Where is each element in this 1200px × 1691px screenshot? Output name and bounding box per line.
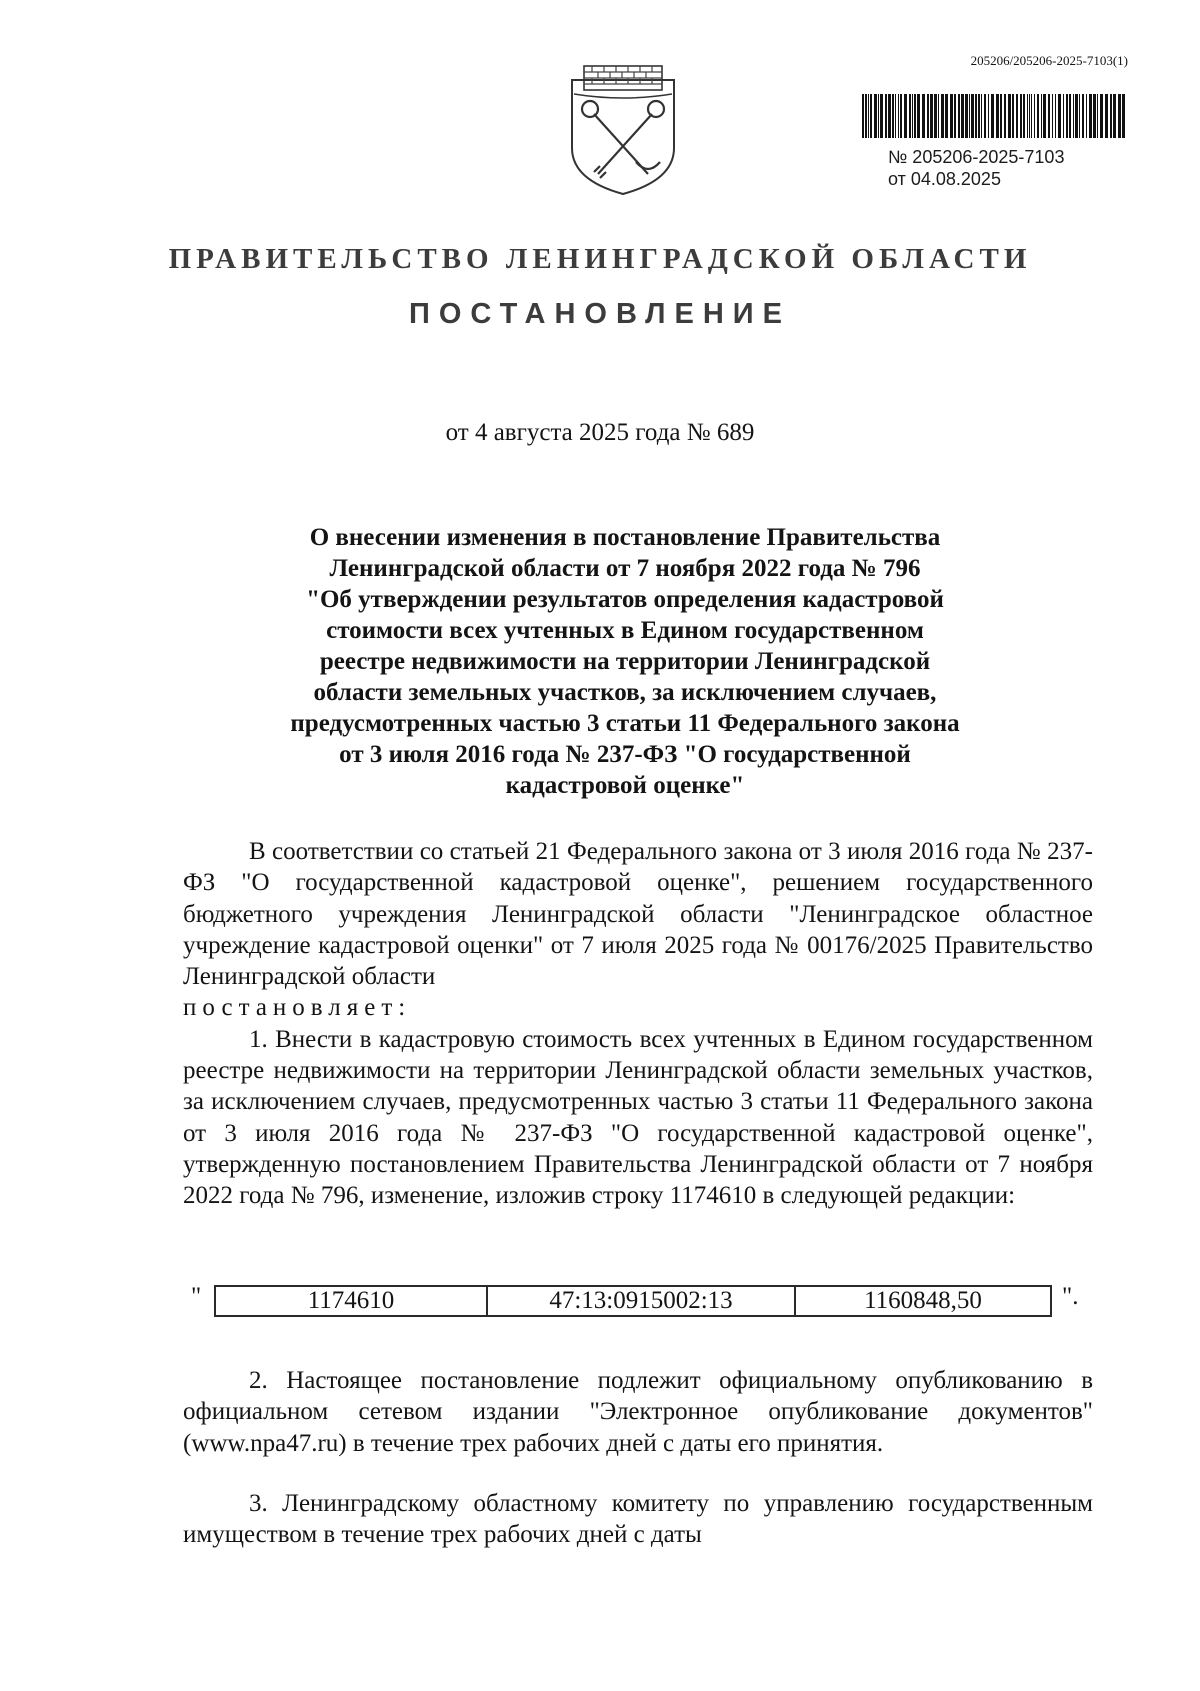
barcode-bar bbox=[922, 94, 925, 138]
title-line: Ленинградской области от 7 ноября 2022 года № 796 bbox=[329, 555, 921, 582]
clause-3 bbox=[183, 1488, 1093, 1551]
barcode-bar bbox=[1041, 94, 1042, 138]
barcode-bar bbox=[1089, 94, 1092, 138]
barcode-bar bbox=[1048, 94, 1050, 138]
barcode-bar bbox=[1029, 94, 1030, 138]
coat-of-arms-emblem bbox=[566, 62, 680, 198]
decree-body bbox=[183, 836, 1093, 1212]
barcode-bar bbox=[930, 94, 933, 138]
barcode-bar bbox=[900, 94, 902, 138]
barcode-bar bbox=[1105, 94, 1108, 138]
title-line: кадастровой оценке" bbox=[505, 772, 745, 799]
barcode-bar bbox=[950, 94, 953, 138]
barcode-bar bbox=[1012, 94, 1014, 138]
barcode-bar bbox=[969, 94, 970, 138]
barcode-bar bbox=[1069, 94, 1071, 138]
registration-stamp bbox=[888, 146, 1064, 190]
title-line: от 3 июля 2016 года № 237-ФЗ "О государственной bbox=[339, 741, 911, 768]
barcode-bar bbox=[965, 94, 968, 138]
title-line: "Об утверждении результатов определения кадастровой bbox=[306, 586, 944, 613]
barcode-bar bbox=[1073, 94, 1074, 138]
cadastral-number-cell: 47:13:0915002:13 bbox=[488, 1287, 796, 1315]
barcode-bar bbox=[971, 94, 974, 138]
barcode-bar bbox=[1020, 94, 1022, 138]
title-line: предусмотренных частью 3 статьи 11 Федерального закона bbox=[290, 710, 960, 737]
barcode-bar bbox=[1082, 94, 1084, 138]
barcode-bar bbox=[904, 94, 907, 138]
barcode-bar bbox=[1075, 94, 1078, 138]
title-line: реестре недвижимости на территории Ленинградской bbox=[319, 648, 931, 675]
document-type: ПОСТАНОВЛЕНИЕ bbox=[409, 298, 791, 330]
clause-1: 1. Внести в кадастровую стоимость всех учтенных в Едином государственном реестре недвижимости на территории Ленинградской области земельных участков, за исключением случаев, предусмотренных частью 3 статьи 11 Федерального закона от 3 июля 2016 года № 237-ФЗ "О государственной кадастровой оценке", утвержденную постановлением Правительства Ленинградской области от 7 ноября 2022 года № 796, изменение, изложив строку 1174610 в следующей редакции: bbox=[183, 1025, 1093, 1210]
barcode-bar bbox=[895, 94, 896, 138]
document-reference: 205206/205206-2025-7103(1) bbox=[970, 53, 1128, 68]
barcode-bar bbox=[917, 94, 920, 138]
barcode-bar bbox=[892, 94, 894, 138]
quote-close: ". bbox=[1062, 1283, 1079, 1310]
barcode-bar bbox=[1055, 94, 1056, 138]
barcode-bar bbox=[988, 94, 989, 138]
barcode-bar bbox=[927, 94, 929, 138]
barcode-bar bbox=[870, 94, 872, 138]
barcode-bar bbox=[1100, 94, 1103, 138]
barcode-bar bbox=[978, 94, 980, 138]
clause-2-text: 2. Настоящее постановление подлежит официальному опубликованию в официальном сетевом издании "Электронное опубликование документов" (www.npa47.ru) в течение трех рабочих дней с даты его принятия. bbox=[183, 1367, 1093, 1457]
barcode-bar bbox=[1058, 94, 1061, 138]
barcode-bar bbox=[961, 94, 964, 138]
barcode-bar bbox=[991, 94, 994, 138]
barcode-bar bbox=[1004, 94, 1006, 138]
barcode-bar bbox=[996, 94, 999, 138]
barcode-bar bbox=[909, 94, 911, 138]
preamble-paragraph: В соответствии со статьей 21 Федерального закона от 3 июля 2016 года № 237-ФЗ "О государственной кадастровой оценке", решением государственного бюджетного учреждения Ленинградской области "Ленинградское областное учреждение кадастровой оценки" от 7 июля 2025 года № 00176/2025 Правительство Ленинградской области bbox=[183, 838, 1093, 991]
quote-open: " bbox=[191, 1283, 202, 1310]
barcode-bar bbox=[1118, 94, 1121, 138]
barcode-bar bbox=[898, 94, 899, 138]
barcode-bar bbox=[1093, 94, 1096, 138]
decree-title bbox=[220, 522, 1030, 801]
title-line: области земельных участков, за исключением случаев, bbox=[313, 679, 937, 706]
cadastral-value-cell: 1160848,50 bbox=[864, 1287, 982, 1314]
barcode-bar bbox=[914, 94, 916, 138]
barcode-bar bbox=[1086, 94, 1087, 138]
barcode-bar bbox=[1110, 94, 1112, 138]
barcode-bar bbox=[1034, 94, 1035, 138]
barcode-bar bbox=[1079, 94, 1080, 138]
barcode-bar bbox=[1008, 94, 1011, 138]
barcode-bar bbox=[1016, 94, 1018, 138]
decree-date-number: от 4 августа 2025 года № 689 bbox=[445, 419, 755, 446]
barcode-bar bbox=[945, 94, 948, 138]
barcode-bar bbox=[984, 94, 986, 138]
barcode-bar bbox=[865, 94, 867, 138]
barcode-bar bbox=[1113, 94, 1116, 138]
barcode-bar bbox=[941, 94, 944, 138]
clause-3-text: 3. Ленинградскому областному комитету по управлению государственным имуществом в течение трех рабочих дней с даты bbox=[183, 1490, 1093, 1549]
barcode-bar bbox=[888, 94, 891, 138]
barcode-bar bbox=[1066, 94, 1068, 138]
barcode-bar bbox=[958, 94, 960, 138]
barcode-bar bbox=[981, 94, 982, 138]
barcode-bar bbox=[1097, 94, 1098, 138]
government-title: ПРАВИТЕЛЬСТВО ЛЕНИНГРАДСКОЙ ОБЛАСТИ bbox=[168, 243, 1032, 275]
barcode-bar bbox=[1122, 94, 1125, 138]
barcode-bar bbox=[1063, 94, 1064, 138]
barcode-bar bbox=[1023, 94, 1025, 138]
title-line: стоимости всех учтенных в Едином государственном bbox=[326, 617, 924, 644]
barcode-bar bbox=[880, 94, 883, 138]
barcode-bar bbox=[1037, 94, 1039, 138]
cadastral-value-row bbox=[214, 1285, 1052, 1317]
barcode-bar bbox=[912, 94, 913, 138]
barcode-bar bbox=[1031, 94, 1032, 138]
barcode-bar bbox=[885, 94, 887, 138]
barcode-bar bbox=[1043, 94, 1046, 138]
barcode-bar bbox=[954, 94, 956, 138]
registration-number: № 205206-2025-7103 bbox=[888, 147, 1065, 167]
row-number-cell: 1174610 bbox=[216, 1287, 488, 1315]
barcode-bar bbox=[874, 94, 877, 138]
barcode-bar bbox=[868, 94, 869, 138]
clause-2 bbox=[183, 1365, 1093, 1459]
decree-word: постановляет: bbox=[183, 994, 412, 1022]
barcode-bar bbox=[934, 94, 937, 138]
title-line: О внесении изменения в постановление Правительства bbox=[309, 524, 941, 551]
barcode-bar bbox=[975, 94, 977, 138]
barcode-bar bbox=[1000, 94, 1002, 138]
barcode-bar bbox=[878, 94, 879, 138]
barcode bbox=[862, 94, 1126, 138]
barcode-bar bbox=[862, 94, 864, 138]
registration-date: от 04.08.2025 bbox=[888, 169, 1001, 189]
barcode-bar bbox=[938, 94, 939, 138]
barcode-bar bbox=[1027, 94, 1028, 138]
barcode-bar bbox=[1052, 94, 1053, 138]
